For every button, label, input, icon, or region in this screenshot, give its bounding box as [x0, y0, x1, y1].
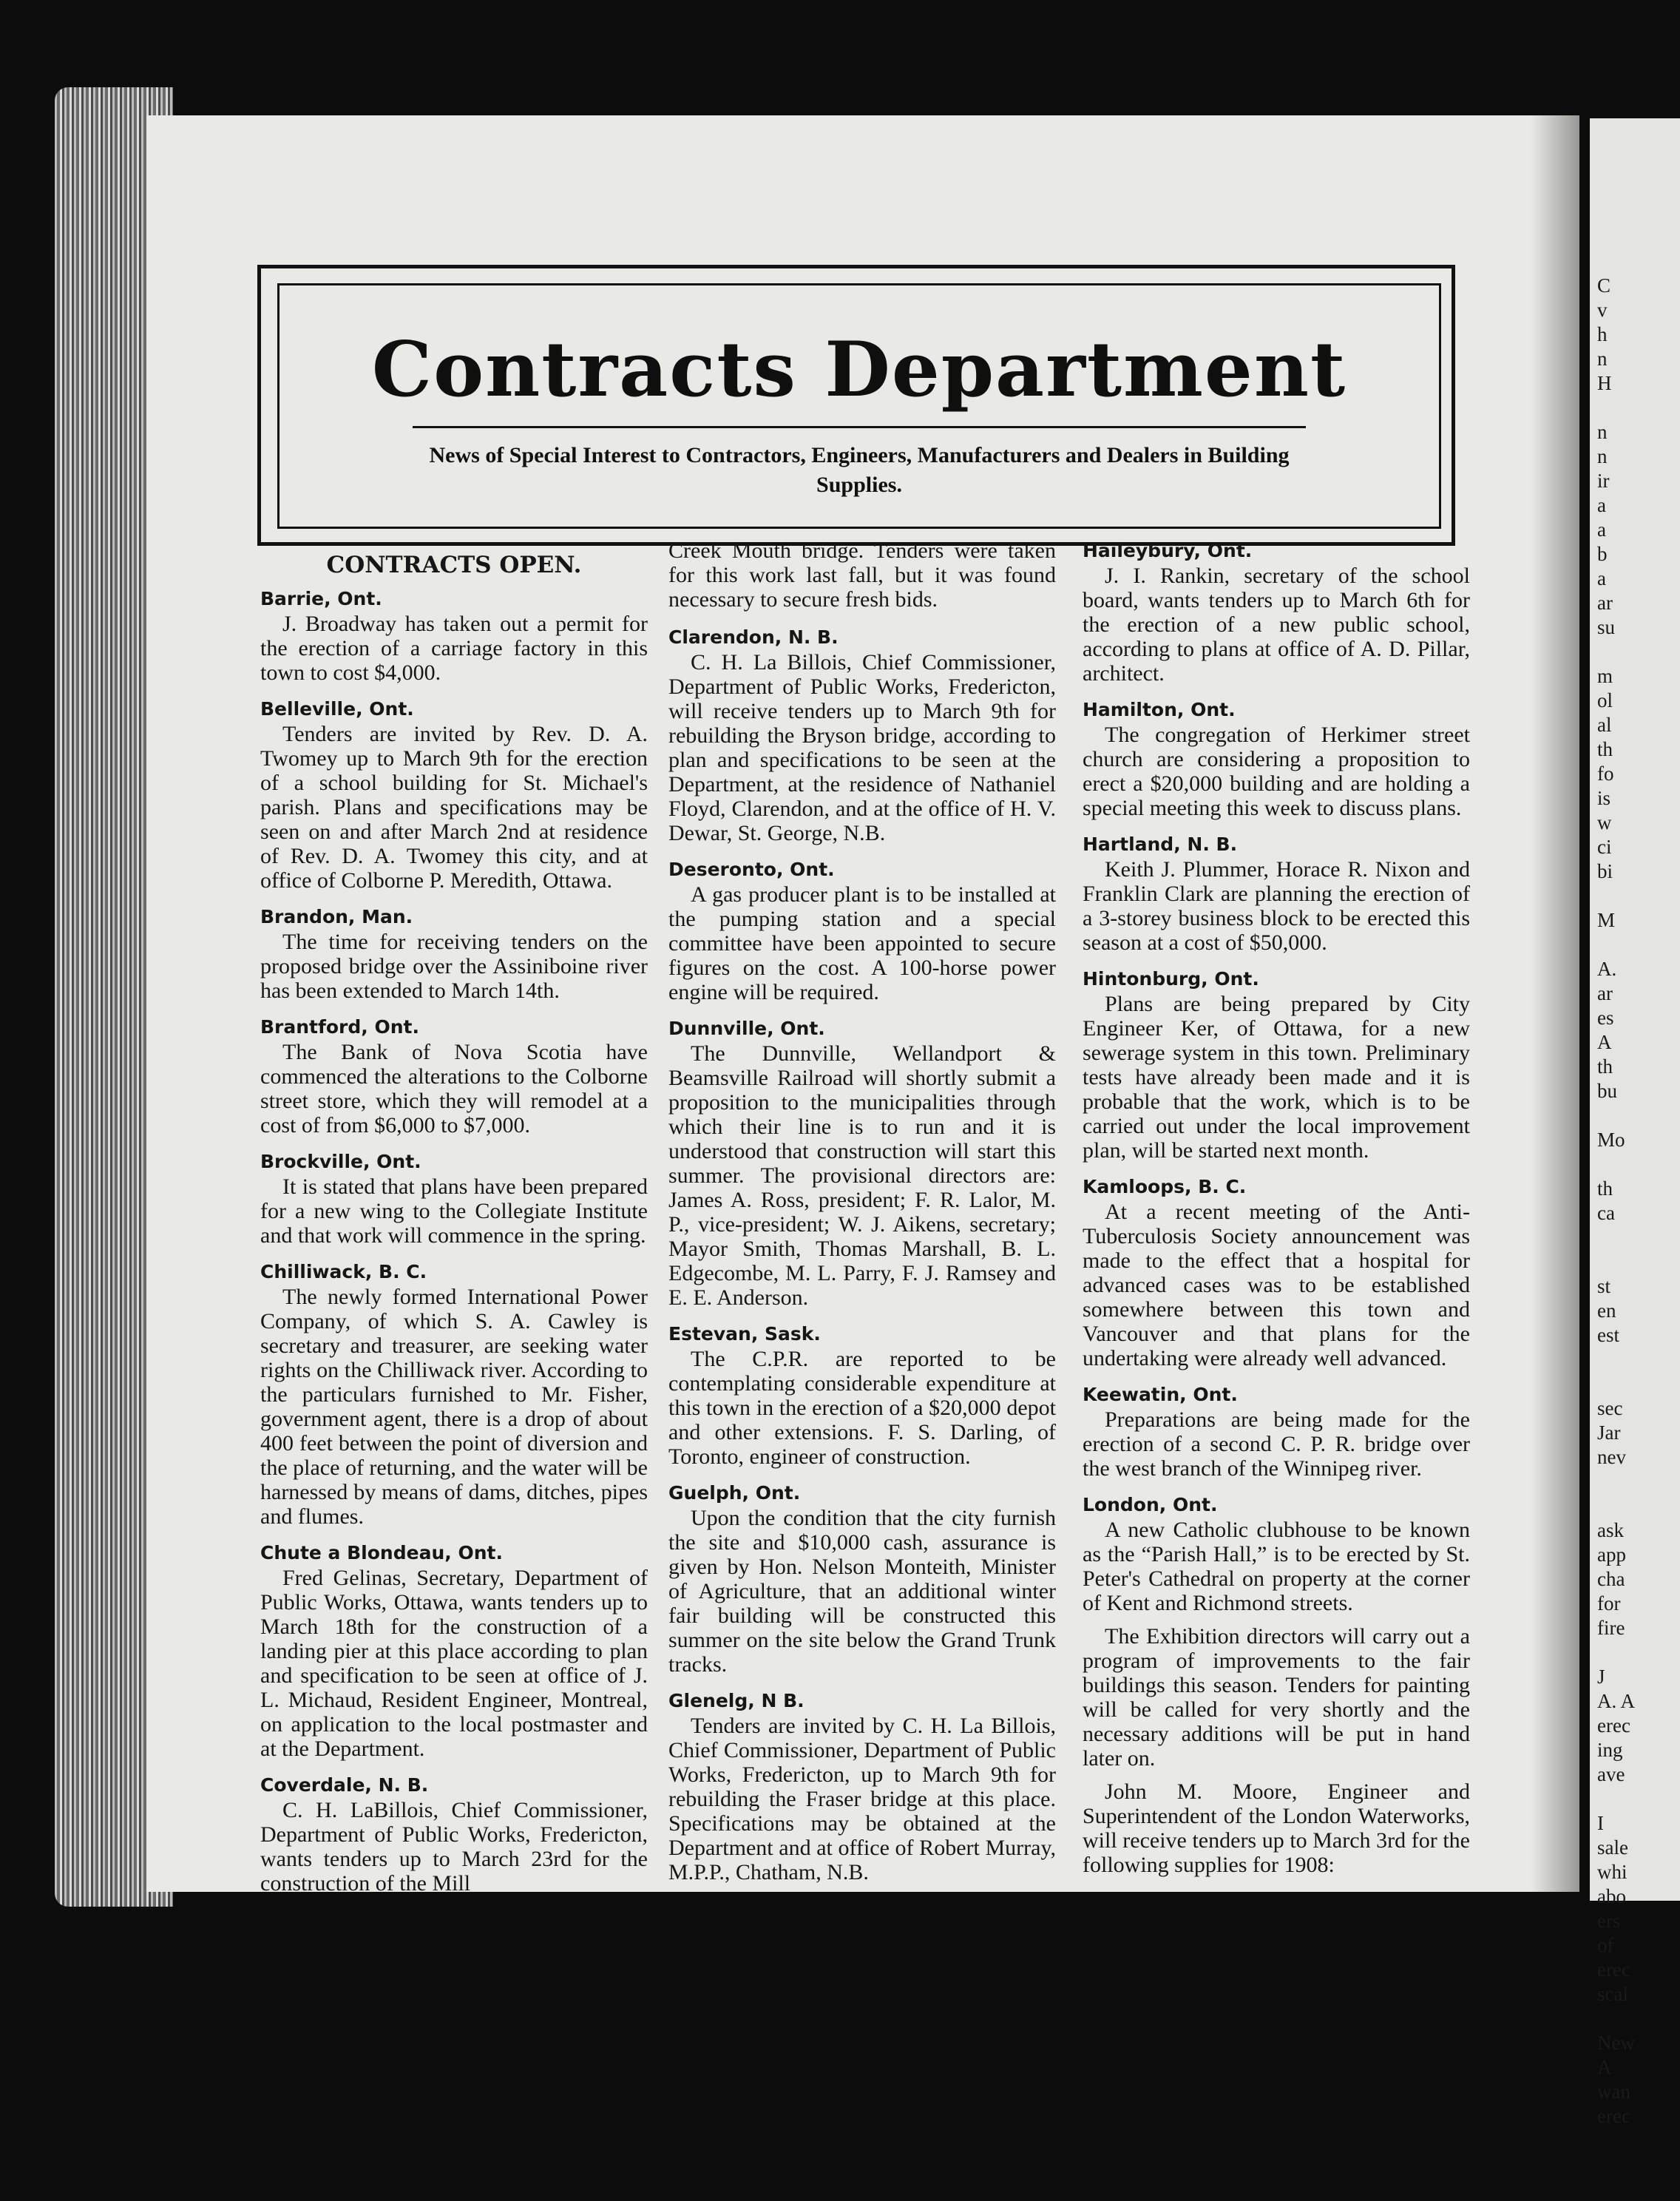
news-item: [260, 1773, 648, 1896]
news-item-body: The time for receiving tenders on the proposed bridge over the Assiniboine river has been extended to March 14th.: [260, 930, 648, 1003]
news-item-dateline: Chute a Blondeau, Ont.: [260, 1542, 503, 1563]
news-item: [260, 1149, 648, 1248]
news-item-dateline: Chilliwack, B. C.: [260, 1261, 427, 1282]
news-item-body: A new Catholic clubhouse to be known as the “Parish Hall,” is to be erected by St. Peter's Cathedral on property at the corner of Kent and Richmond streets.: [1083, 1518, 1470, 1615]
news-item: [668, 857, 1056, 1004]
news-item: [1083, 538, 1470, 686]
column-3: [1083, 538, 1470, 1889]
news-item-dateline: Estevan, Sask.: [668, 1323, 821, 1345]
news-item-body: Tenders are invited by Rev. D. A. Twomey up to March 9th for the erection of a school building for St. Michael's parish. Plans and specifications may be seen on and after March 2nd at residence of Rev. D. A. Twomey this city, and at office of Colborne P. Meredith, Ottawa.: [260, 722, 648, 893]
adjacent-page: [1590, 118, 1680, 2127]
news-item: [668, 1016, 1056, 1310]
news-item: [668, 1322, 1056, 1469]
news-item-dateline: London, Ont.: [1083, 1494, 1218, 1515]
news-item: [1083, 1174, 1470, 1370]
news-item-dateline: Kamloops, B. C.: [1083, 1176, 1247, 1197]
news-item-body: It is stated that plans have been prepared for a new wing to the Collegiate Institute and that work will commence in the spring.: [260, 1174, 648, 1248]
page-subtitle: News of Special Interest to Contractors, Engineers, Manufacturers and Dealers in Building Supplies.: [429, 443, 1290, 497]
adjacent-page-text: C v h n H n n ir a a b a ar su m ol al th fo is w ci bi M A. ar es A th bu Mo th ca st en est sec Jar nev ask app cha for fire J A. A erec ing ave I sale whi abo ers of erec scal New A wan erec: [1597, 274, 1636, 2127]
news-item-body: Preparations are being made for the erection of a second C. P. R. bridge over the west branch of the Winnipeg river.: [1083, 1407, 1470, 1481]
spine-shadow: [1531, 115, 1579, 1892]
news-item-body: Upon the condition that the city furnish the site and $10,000 cash, assurance is given by Hon. Nelson Monteith, Minister of Agriculture, that an additional winter fair building will be constructed this summer on the site below the Grand Trunk tracks.: [668, 1506, 1056, 1677]
news-item-dateline: Brantford, Ont.: [260, 1016, 419, 1038]
header-rule: [413, 426, 1306, 428]
entry-list: [260, 586, 648, 1896]
news-item-body: Keith J. Plummer, Horace R. Nixon and Franklin Clark are planning the erection of a 3-storey business block to be erected this season at a cost of $50,000.: [1083, 857, 1470, 955]
news-item-dateline: Coverdale, N. B.: [260, 1774, 429, 1796]
news-item: [260, 1541, 648, 1761]
news-item-body: Plans are being prepared by City Engineer Ker, of Ottawa, for a new sewerage system in this town. Preliminary tests have already been made and it is probable that the work, which is to be carried out under the local improvement plan, will be started next month.: [1083, 992, 1470, 1163]
news-item-body: At a recent meeting of the Anti-Tuberculosis Society announcement was made to the effect that a hospital for advanced cases was to be established somewhere between this town and Vancouver and that plans for the undertaking were already well advanced.: [1083, 1200, 1470, 1370]
news-item: [668, 625, 1056, 845]
news-item: [1083, 1492, 1470, 1877]
news-item: [668, 1688, 1056, 1884]
news-item-body: Fred Gelinas, Secretary, Department of Public Works, Ottawa, wants tenders up to March 18th for the construction of a landing pier at this place according to plan and specification to be seen at office of J. L. Michaud, Resident Engineer, Montreal, on application to the local postmaster and at the Department.: [260, 1566, 648, 1761]
news-item-dateline: Belleville, Ont.: [260, 698, 414, 720]
header-inner-frame: [277, 283, 1441, 529]
news-item-dateline: Glenelg, N B.: [668, 1690, 805, 1711]
news-item-body: Tenders are invited by C. H. La Billois, Chief Commissioner, Department of Public Works, Fredericton, up to March 9th for rebuilding the Fraser bridge at this place. Specifications may be obtained at the Department and at office of Robert Murray, M.P.P., Chatham, N.B.: [668, 1714, 1056, 1884]
news-item: [668, 1481, 1056, 1677]
news-item-dateline: Guelph, Ont.: [668, 1482, 801, 1504]
column-1: [260, 538, 648, 1907]
news-item: [260, 1015, 648, 1137]
news-item-dateline: Brandon, Man.: [260, 906, 413, 927]
news-item-body: The newly formed International Power Company, of which S. A. Cawley is secretary and treasurer, are seeking water rights on the Chilliwack river. According to the particulars furnished to Mr. Fisher, government agent, there is a drop of about 400 feet between the point of diversion and the place of returning, and the water will be harnessed by means of dams, ditches, pipes and flumes.: [260, 1285, 648, 1529]
news-item-body: J. I. Rankin, secretary of the school board, wants tenders up to March 6th for the erection of a new public school, according to plans at office of A. D. Pillar, architect.: [1083, 564, 1470, 686]
news-item-dateline: Hintonburg, Ont.: [1083, 968, 1259, 990]
news-item: [260, 697, 648, 893]
news-item-body: The C.P.R. are reported to be contemplating considerable expenditure at this town in the erection of a $20,000 depot and other extensions. F. S. Darling, of Toronto, engineer of construction.: [668, 1347, 1056, 1469]
entry-list: [668, 625, 1056, 1884]
section-heading: CONTRACTS OPEN.: [326, 552, 582, 578]
column-2: [668, 538, 1056, 1896]
entry-list: [1083, 538, 1470, 1877]
news-item: [260, 905, 648, 1003]
news-item: [1083, 967, 1470, 1163]
news-item: [1083, 697, 1470, 820]
news-item-dateline: Hamilton, Ont.: [1083, 699, 1236, 720]
news-item-body: C. H. La Billois, Chief Commissioner, Department of Public Works, Fredericton, will receive tenders up to March 9th for rebuilding the Bryson bridge, according to plan and specifications to be seen at the Department, at the residence of Nathaniel Floyd, Clarendon, and at the office of H. V. Dewar, St. George, N.B.: [668, 650, 1056, 845]
news-item-dateline: Haileybury, Ont.: [1083, 540, 1253, 561]
news-item-body: The Exhibition directors will carry out a program of improvements to the fair buildings this season. Tenders for painting will be called for very shortly and the necessary additions will be put in hand later on.: [1083, 1624, 1470, 1771]
news-item-dateline: Hartland, N. B.: [1083, 834, 1238, 855]
news-item: [260, 586, 648, 685]
news-item-dateline: Dunnville, Ont.: [668, 1018, 825, 1039]
news-item: [1083, 832, 1470, 955]
news-item: [260, 1260, 648, 1529]
news-item-dateline: Keewatin, Ont.: [1083, 1384, 1238, 1405]
news-item-body: J. Broadway has taken out a permit for the erection of a carriage factory in this town to cost $4,000.: [260, 612, 648, 685]
news-item-dateline: Clarendon, N. B.: [668, 626, 839, 648]
news-item-body: John M. Moore, Engineer and Superintendent of the London Waterworks, will receive tenders up to March 3rd for the following supplies for 1908:: [1083, 1779, 1470, 1877]
news-item-dateline: Barrie, Ont.: [260, 588, 382, 609]
news-item-body: C. H. LaBillois, Chief Commissioner, Department of Public Works, Fredericton, wants tenders up to March 23rd for the construction of the Mill: [260, 1798, 648, 1896]
news-item: [1083, 1382, 1470, 1481]
news-item-dateline: Brockville, Ont.: [260, 1151, 421, 1172]
news-item-body: The congregation of Herkimer street church are considering a proposition to erect a $20,000 building and are holding a special meeting this week to discuss plans.: [1083, 723, 1470, 820]
news-item-dateline: Deseronto, Ont.: [668, 859, 835, 880]
news-item-body: The Dunnville, Wellandport & Beamsville Railroad will shortly submit a proposition to the municipalities through which their line is to run and it is understood that construction will start this summer. The provisional directors are: James A. Ross, president; F. R. Lalor, M. P., vice-president; W. J. Aikens, secretary; Mayor Smith, Thomas Marshall, B. L. Edgecombe, M. L. Parry, F. J. Ramsey and E. E. Anderson.: [668, 1041, 1056, 1310]
continued-text: Creek Mouth bridge. Tenders were taken for this work last fall, but it was found necessary to secure fresh bids.: [668, 538, 1056, 612]
news-item-body: The Bank of Nova Scotia have commenced the alterations to the Colborne street store, which they will remodel at a cost of from $6,000 to $7,000.: [260, 1040, 648, 1137]
news-item-body: A gas producer plant is to be installed at the pumping station and a special committee have been appointed to secure figures on the cost. A 100-horse power engine will be required.: [668, 882, 1056, 1004]
page-title: Contracts Department: [371, 325, 1347, 414]
department-header: [257, 265, 1455, 546]
